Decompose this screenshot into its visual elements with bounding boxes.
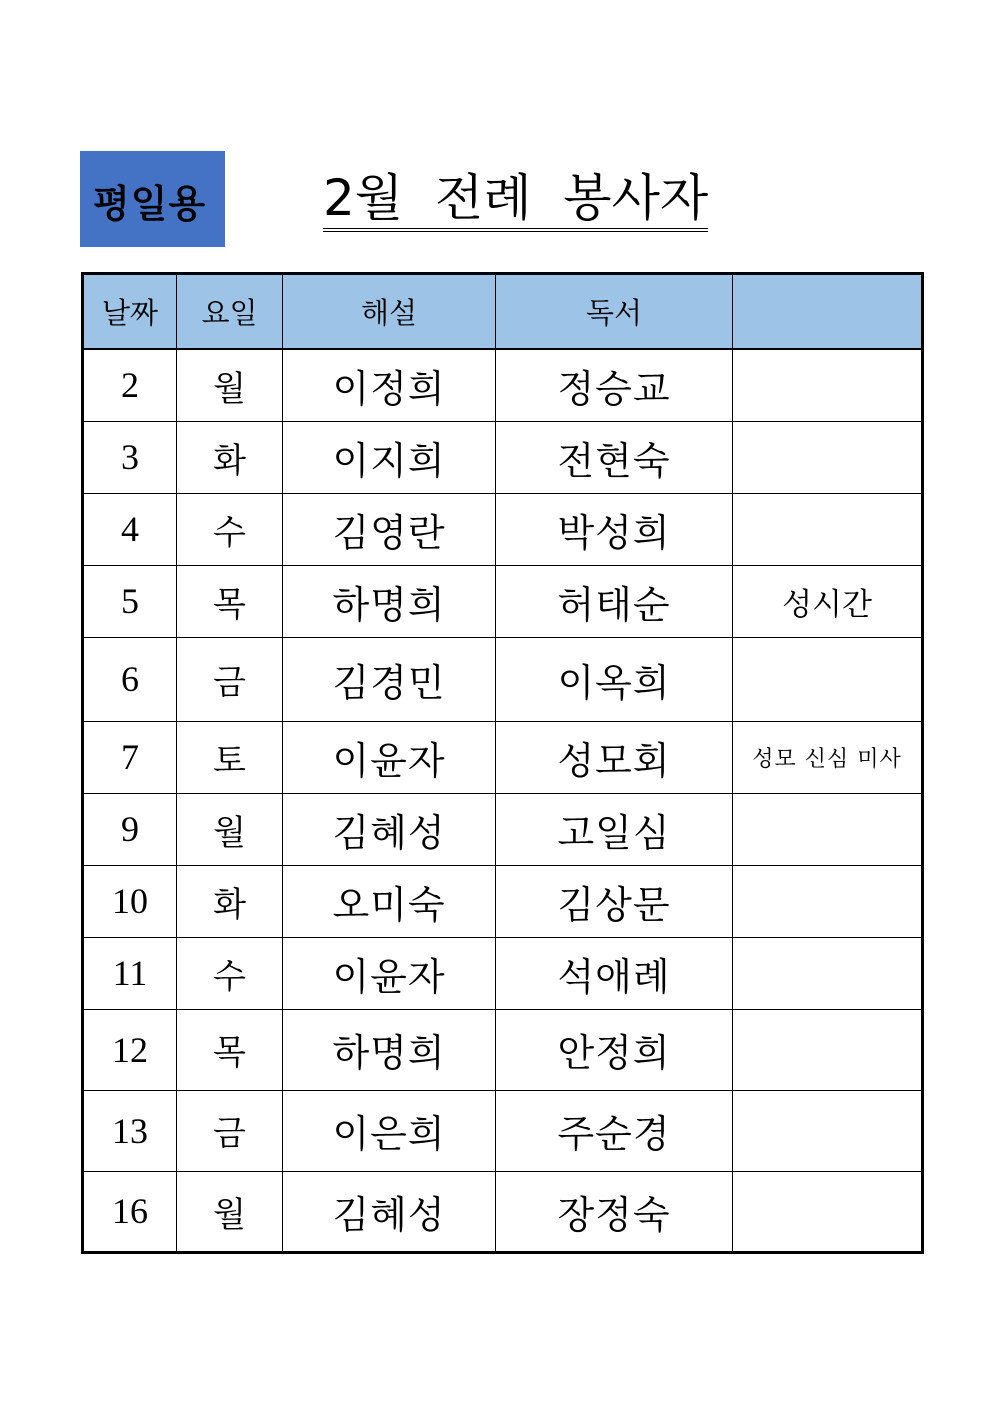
table-row <box>83 1009 923 1090</box>
note-cell <box>733 421 923 493</box>
day-cell: 화 <box>177 865 283 937</box>
note-cell <box>733 349 923 421</box>
commentator-cell: 김경민 <box>283 637 496 721</box>
reader-cell: 안정희 <box>496 1009 733 1090</box>
header-note <box>733 274 923 350</box>
reader-cell: 성모회 <box>496 721 733 793</box>
commentator-cell: 이윤자 <box>283 937 496 1009</box>
reader-cell: 주순경 <box>496 1090 733 1171</box>
commentator-cell: 김혜성 <box>283 793 496 865</box>
note-cell <box>733 1009 923 1090</box>
day-cell: 월 <box>177 793 283 865</box>
note-cell: 성모 신심 미사 <box>733 721 923 793</box>
server-schedule-table <box>81 272 924 1254</box>
commentator-cell: 이정희 <box>283 349 496 421</box>
day-cell: 수 <box>177 493 283 565</box>
table-row <box>83 865 923 937</box>
commentator-cell: 이지희 <box>283 421 496 493</box>
reader-cell: 박성희 <box>496 493 733 565</box>
note-cell <box>733 1090 923 1171</box>
table-row <box>83 493 923 565</box>
reader-cell: 김상문 <box>496 865 733 937</box>
reader-cell: 허태순 <box>496 565 733 637</box>
date-cell: 11 <box>83 937 177 1009</box>
table-row <box>83 421 923 493</box>
table-header-row <box>83 274 923 350</box>
date-cell: 5 <box>83 565 177 637</box>
header-reader: 독서 <box>496 274 733 350</box>
date-cell: 4 <box>83 493 177 565</box>
date-cell: 16 <box>83 1171 177 1252</box>
header-day: 요일 <box>177 274 283 350</box>
table-row <box>83 565 923 637</box>
day-cell: 수 <box>177 937 283 1009</box>
header-commentator: 해설 <box>283 274 496 350</box>
reader-cell: 장정숙 <box>496 1171 733 1252</box>
reader-cell: 전현숙 <box>496 421 733 493</box>
page-title: 2월 전례 봉사자 <box>323 168 708 232</box>
note-cell <box>733 793 923 865</box>
commentator-cell: 이윤자 <box>283 721 496 793</box>
note-cell <box>733 637 923 721</box>
table-row <box>83 721 923 793</box>
date-cell: 6 <box>83 637 177 721</box>
reader-cell: 석애례 <box>496 937 733 1009</box>
note-cell <box>733 937 923 1009</box>
table-body <box>83 349 923 1252</box>
table-row <box>83 349 923 421</box>
day-cell: 화 <box>177 421 283 493</box>
day-cell: 월 <box>177 1171 283 1252</box>
date-cell: 13 <box>83 1090 177 1171</box>
day-cell: 금 <box>177 637 283 721</box>
commentator-cell: 오미숙 <box>283 865 496 937</box>
weekday-badge: 평일용 <box>80 151 225 247</box>
date-cell: 7 <box>83 721 177 793</box>
commentator-cell: 하명희 <box>283 565 496 637</box>
date-cell: 12 <box>83 1009 177 1090</box>
date-cell: 2 <box>83 349 177 421</box>
commentator-cell: 김혜성 <box>283 1171 496 1252</box>
note-cell <box>733 1171 923 1252</box>
table-row <box>83 1090 923 1171</box>
date-cell: 10 <box>83 865 177 937</box>
date-cell: 9 <box>83 793 177 865</box>
day-cell: 월 <box>177 349 283 421</box>
table-row <box>83 937 923 1009</box>
day-cell: 토 <box>177 721 283 793</box>
header-date: 날짜 <box>83 274 177 350</box>
note-cell: 성시간 <box>733 565 923 637</box>
note-cell <box>733 493 923 565</box>
commentator-cell: 하명희 <box>283 1009 496 1090</box>
table-row <box>83 637 923 721</box>
reader-cell: 고일심 <box>496 793 733 865</box>
day-cell: 목 <box>177 565 283 637</box>
day-cell: 목 <box>177 1009 283 1090</box>
note-cell <box>733 865 923 937</box>
reader-cell: 정승교 <box>496 349 733 421</box>
table-row <box>83 793 923 865</box>
table-row <box>83 1171 923 1252</box>
commentator-cell: 김영란 <box>283 493 496 565</box>
date-cell: 3 <box>83 421 177 493</box>
reader-cell: 이옥희 <box>496 637 733 721</box>
commentator-cell: 이은희 <box>283 1090 496 1171</box>
day-cell: 금 <box>177 1090 283 1171</box>
